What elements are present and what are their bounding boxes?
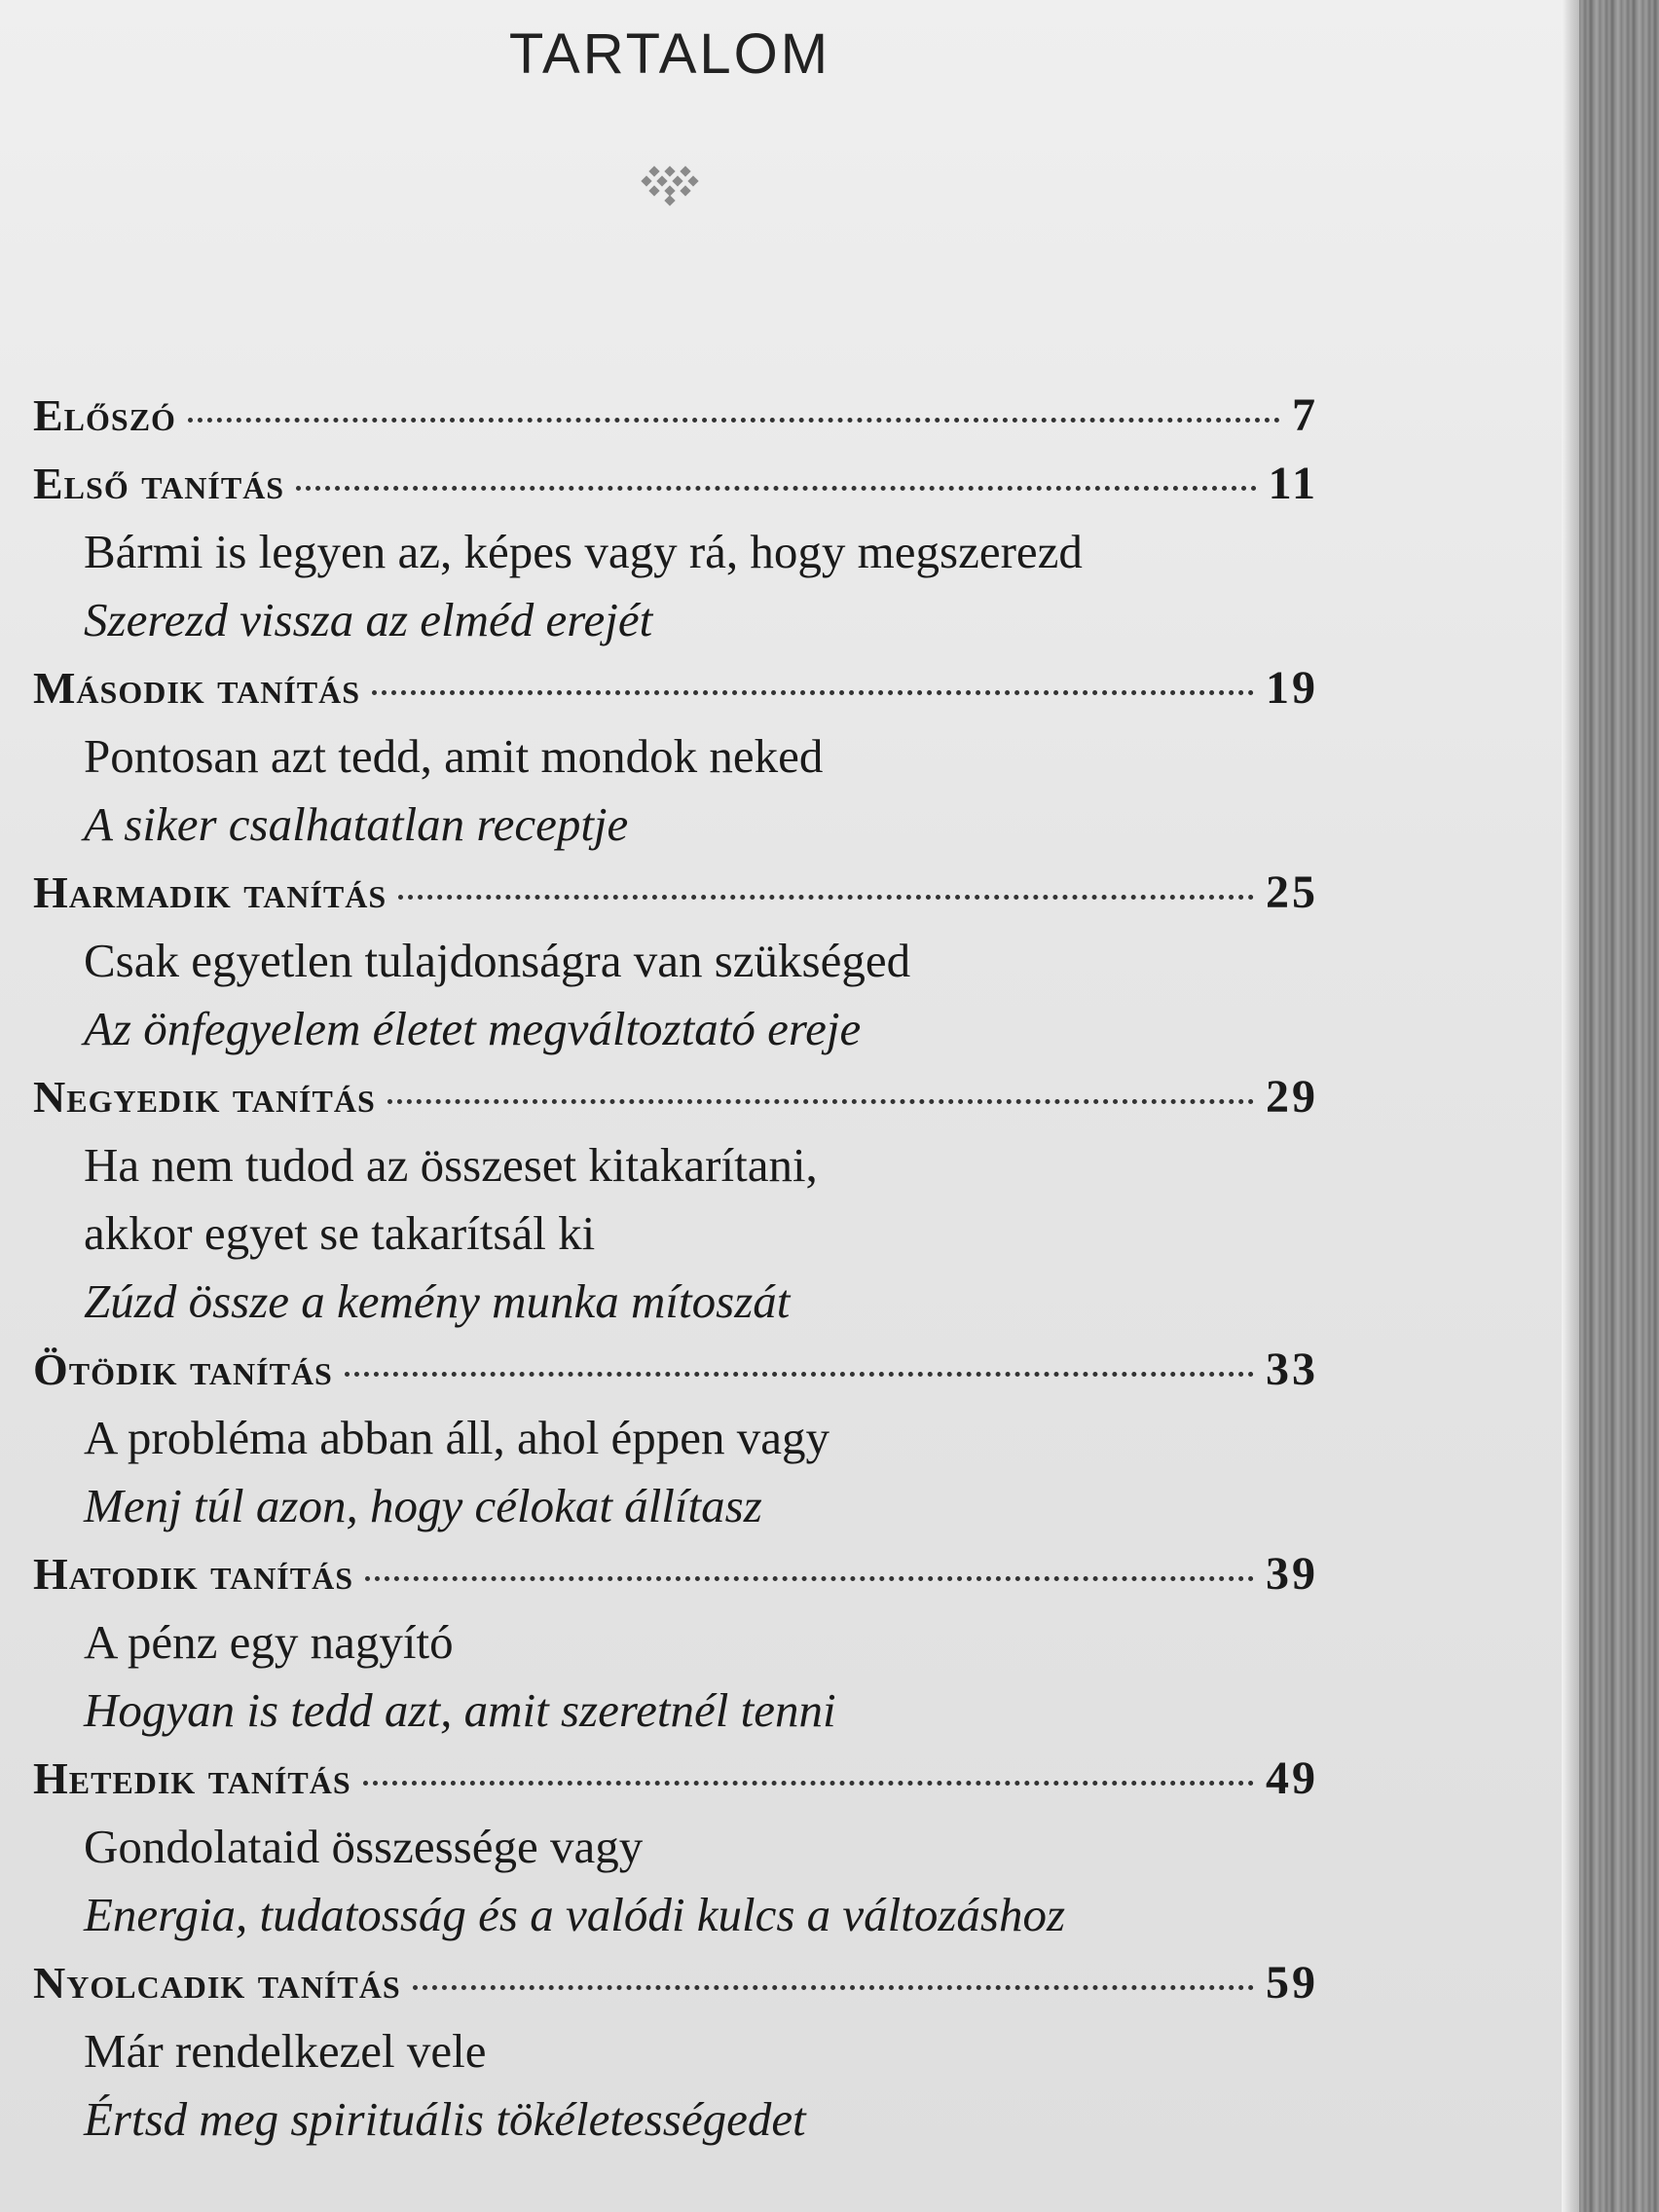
page-title: TARTALOM xyxy=(508,22,831,86)
dot-leader xyxy=(363,1781,1254,1786)
toc-entry-elso[interactable] xyxy=(33,450,1318,518)
toc-entry-hetedik[interactable] xyxy=(33,1745,1318,1813)
chapter-subtitle: Zúzd össze a kemény munka mítoszát xyxy=(84,1274,791,1328)
table-of-contents xyxy=(33,382,1318,2154)
dot-leader xyxy=(365,1576,1254,1581)
chapter-title: Már rendelkezel vele xyxy=(84,2024,487,2078)
chapter-subtitle: Értsd meg spirituális tökéletességedet xyxy=(84,2092,806,2146)
toc-heading: Nyolcadik tanítás xyxy=(33,1958,401,2008)
page-number: 39 xyxy=(1266,1548,1318,1600)
toc-heading: Ötödik tanítás xyxy=(33,1345,333,1394)
dot-leader xyxy=(188,418,1280,423)
dot-leader xyxy=(413,1985,1254,1990)
toc-entry-eloszo[interactable] xyxy=(33,382,1318,450)
toc-heading: Harmadik tanítás xyxy=(33,867,387,917)
chapter-title: A pénz egy nagyító xyxy=(84,1615,454,1669)
toc-entry-masodik[interactable] xyxy=(33,654,1318,722)
toc-heading: Második tanítás xyxy=(33,663,361,713)
dot-leader xyxy=(398,895,1254,900)
chapter-title: Gondolataid összessége vagy xyxy=(84,1820,644,1873)
chapter-subtitle: Az önfegyelem életet megváltoztató ereje xyxy=(84,1002,862,1055)
page-number: 49 xyxy=(1266,1752,1318,1804)
wooden-surface xyxy=(1579,0,1659,2212)
chapter-subtitle: Hogyan is tedd azt, amit szeretnél tenni xyxy=(84,1683,836,1737)
chapter-title: Bármi is legyen az, képes vagy rá, hogy megszerezd xyxy=(84,525,1083,578)
diamond-ornament-icon xyxy=(631,164,709,212)
page-number: 25 xyxy=(1266,866,1318,918)
page-number: 7 xyxy=(1292,389,1318,441)
toc-heading: Előszó xyxy=(33,390,176,440)
chapter-title: Pontosan azt tedd, amit mondok neked xyxy=(84,729,824,783)
dot-leader xyxy=(296,486,1257,491)
toc-heading: Hetedik tanítás xyxy=(33,1753,351,1803)
page-number: 11 xyxy=(1268,458,1318,509)
dot-leader xyxy=(345,1372,1254,1377)
toc-entry-negyedik[interactable] xyxy=(33,1063,1318,1131)
chapter-title: Ha nem tudod az összeset kitakarítani, xyxy=(84,1138,818,1192)
page-number: 59 xyxy=(1266,1957,1318,2009)
toc-heading: Negyedik tanítás xyxy=(33,1072,376,1122)
page-number: 19 xyxy=(1266,662,1318,714)
dot-leader xyxy=(372,690,1254,695)
page-edge xyxy=(1562,0,1579,2212)
chapter-subtitle: A siker csalhatatlan receptje xyxy=(84,797,629,851)
dot-leader xyxy=(387,1099,1254,1104)
toc-heading: Első tanítás xyxy=(33,459,285,508)
toc-entry-harmadik[interactable] xyxy=(33,859,1318,927)
chapter-title: Csak egyetlen tulajdonságra van szükséged xyxy=(84,934,911,987)
chapter-title: A probléma abban áll, ahol éppen vagy xyxy=(84,1411,830,1464)
page-number: 29 xyxy=(1266,1071,1318,1123)
toc-heading: Hatodik tanítás xyxy=(33,1549,354,1599)
chapter-subtitle: Menj túl azon, hogy célokat állítasz xyxy=(84,1479,762,1532)
chapter-subtitle: Energia, tudatosság és a valódi kulcs a változáshoz xyxy=(84,1888,1066,1941)
chapter-subtitle: Szerezd vissza az elméd erejét xyxy=(84,593,653,646)
toc-entry-hatodik[interactable] xyxy=(33,1540,1318,1608)
toc-entry-otodik[interactable] xyxy=(33,1336,1318,1404)
toc-entry-nyolcadik[interactable] xyxy=(33,1949,1318,2017)
chapter-title-continued: akkor egyet se takarítsál ki xyxy=(84,1206,596,1260)
page-number: 33 xyxy=(1266,1344,1318,1395)
